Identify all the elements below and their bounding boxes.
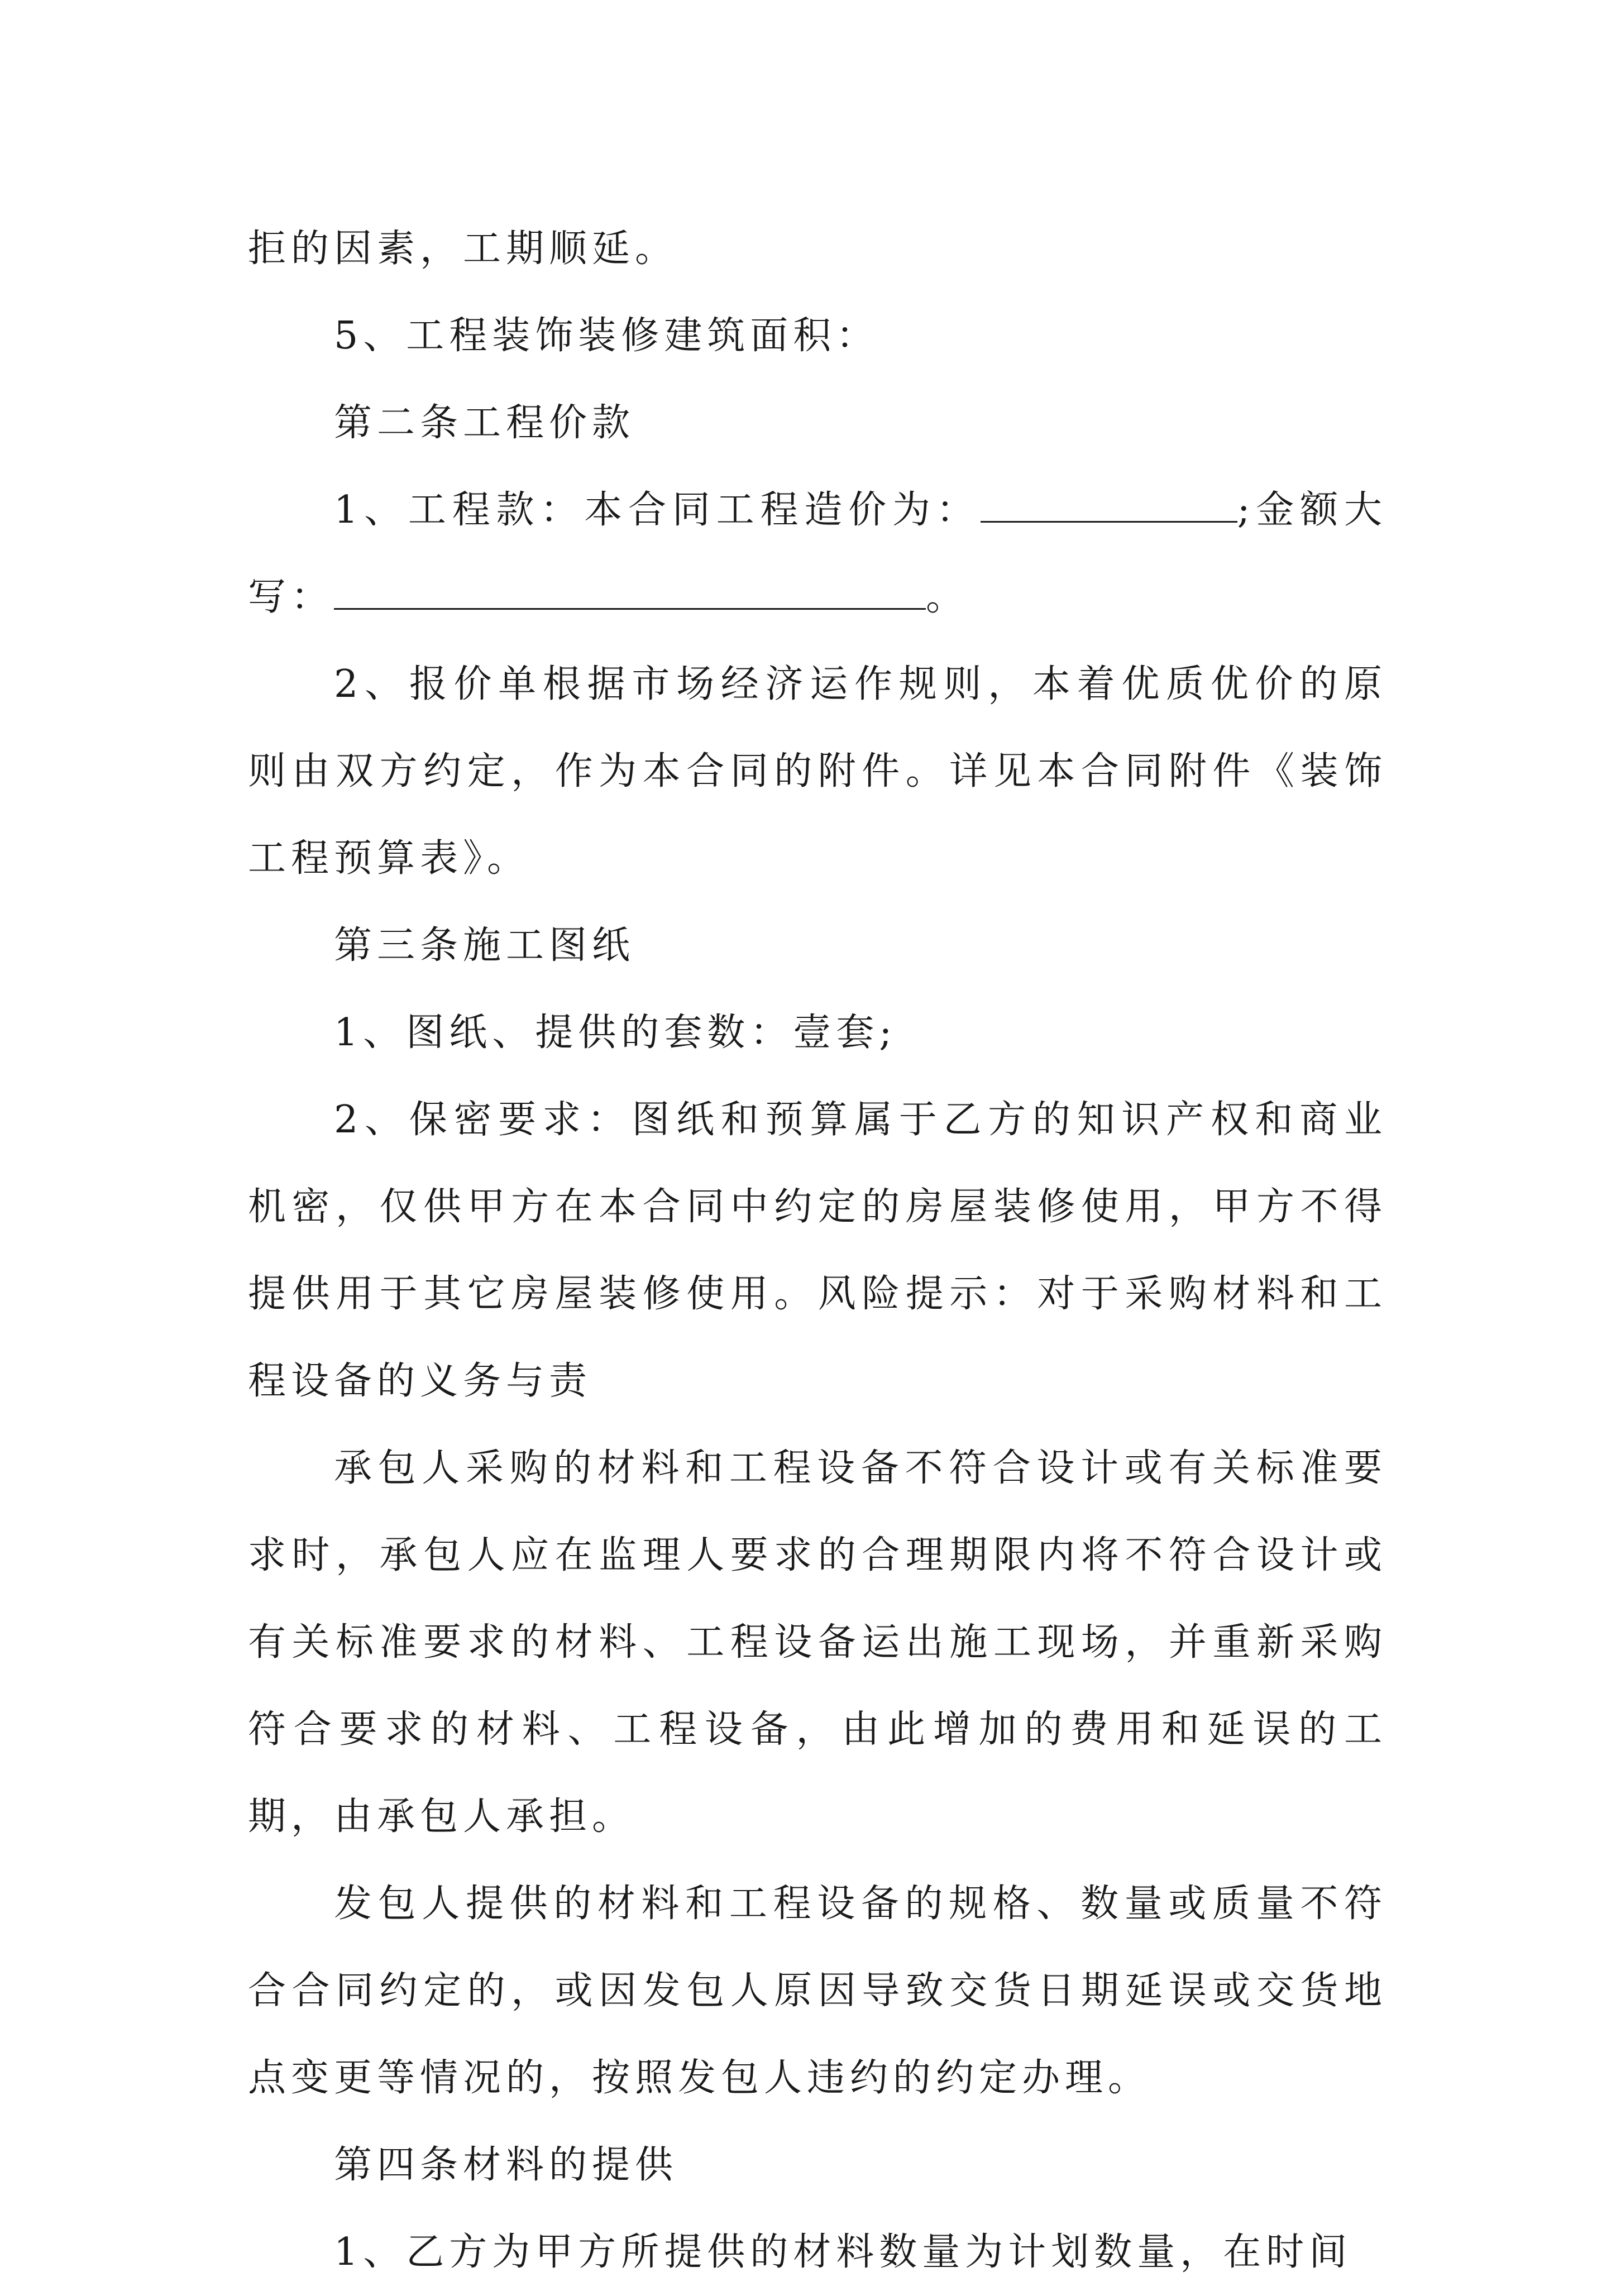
paragraph-confidentiality: 2、保密要求：图纸和预算属于乙方的知识产权和商业机密，仅供甲方在本合同中约定的房屋装修使用，甲方不得提供用于其它房屋装修使用。风险提示：对于采购材料和工程设备的义务与责 xyxy=(248,1098,1387,1403)
contract-price-label: 1、工程款：本合同工程造价为： xyxy=(334,488,981,532)
paragraph-material-quantity: 1、乙方为甲方所提供的材料数量为计划数量，在时间 xyxy=(334,2230,1352,2274)
paragraph-employer-materials: 发包人提供的材料和工程设备的规格、数量或质量不符合合同约定的，或因发包人原因导致交货日期延误或交货地点变更等情况的，按照发包人违约的约定办理。 xyxy=(248,1882,1387,2100)
section-heading-article-3: 第三条施工图纸 xyxy=(334,924,635,968)
contract-price-blank xyxy=(981,489,1237,523)
amount-in-words-blank xyxy=(334,576,926,610)
sentence-end-mark: 。 xyxy=(926,575,969,619)
paragraph-continuation: 拒的因素，工期顺延。 xyxy=(248,227,678,271)
paragraph-quotation: 2、报价单根据市场经济运作规则，本着优质优价的原则由双方约定，作为本合同的附件。详见本合同附件《装饰工程预算表》。 xyxy=(248,662,1387,881)
document-body xyxy=(248,205,1387,2296)
section-heading-article-4: 第四条材料的提供 xyxy=(334,2143,678,2187)
paragraph-drawing-sets: 1、图纸、提供的套数：壹套; xyxy=(334,1011,897,1055)
amount-in-words-label: ;金额大写： xyxy=(248,488,1387,619)
section-heading-article-2: 第二条工程价款 xyxy=(334,401,635,445)
paragraph-contract-price xyxy=(248,467,1387,641)
paragraph-contractor-materials: 承包人采购的材料和工程设备不符合设计或有关标准要求时，承包人应在监理人要求的合理期限内将不符合设计或有关标准要求的材料、工程设备运出施工现场，并重新采购符合要求的材料、工程设备，由此增加的费用和延误的工期，由承包人承担。 xyxy=(248,1446,1387,1839)
paragraph-floor-area: 5、工程装饰装修建筑面积： xyxy=(334,314,879,358)
